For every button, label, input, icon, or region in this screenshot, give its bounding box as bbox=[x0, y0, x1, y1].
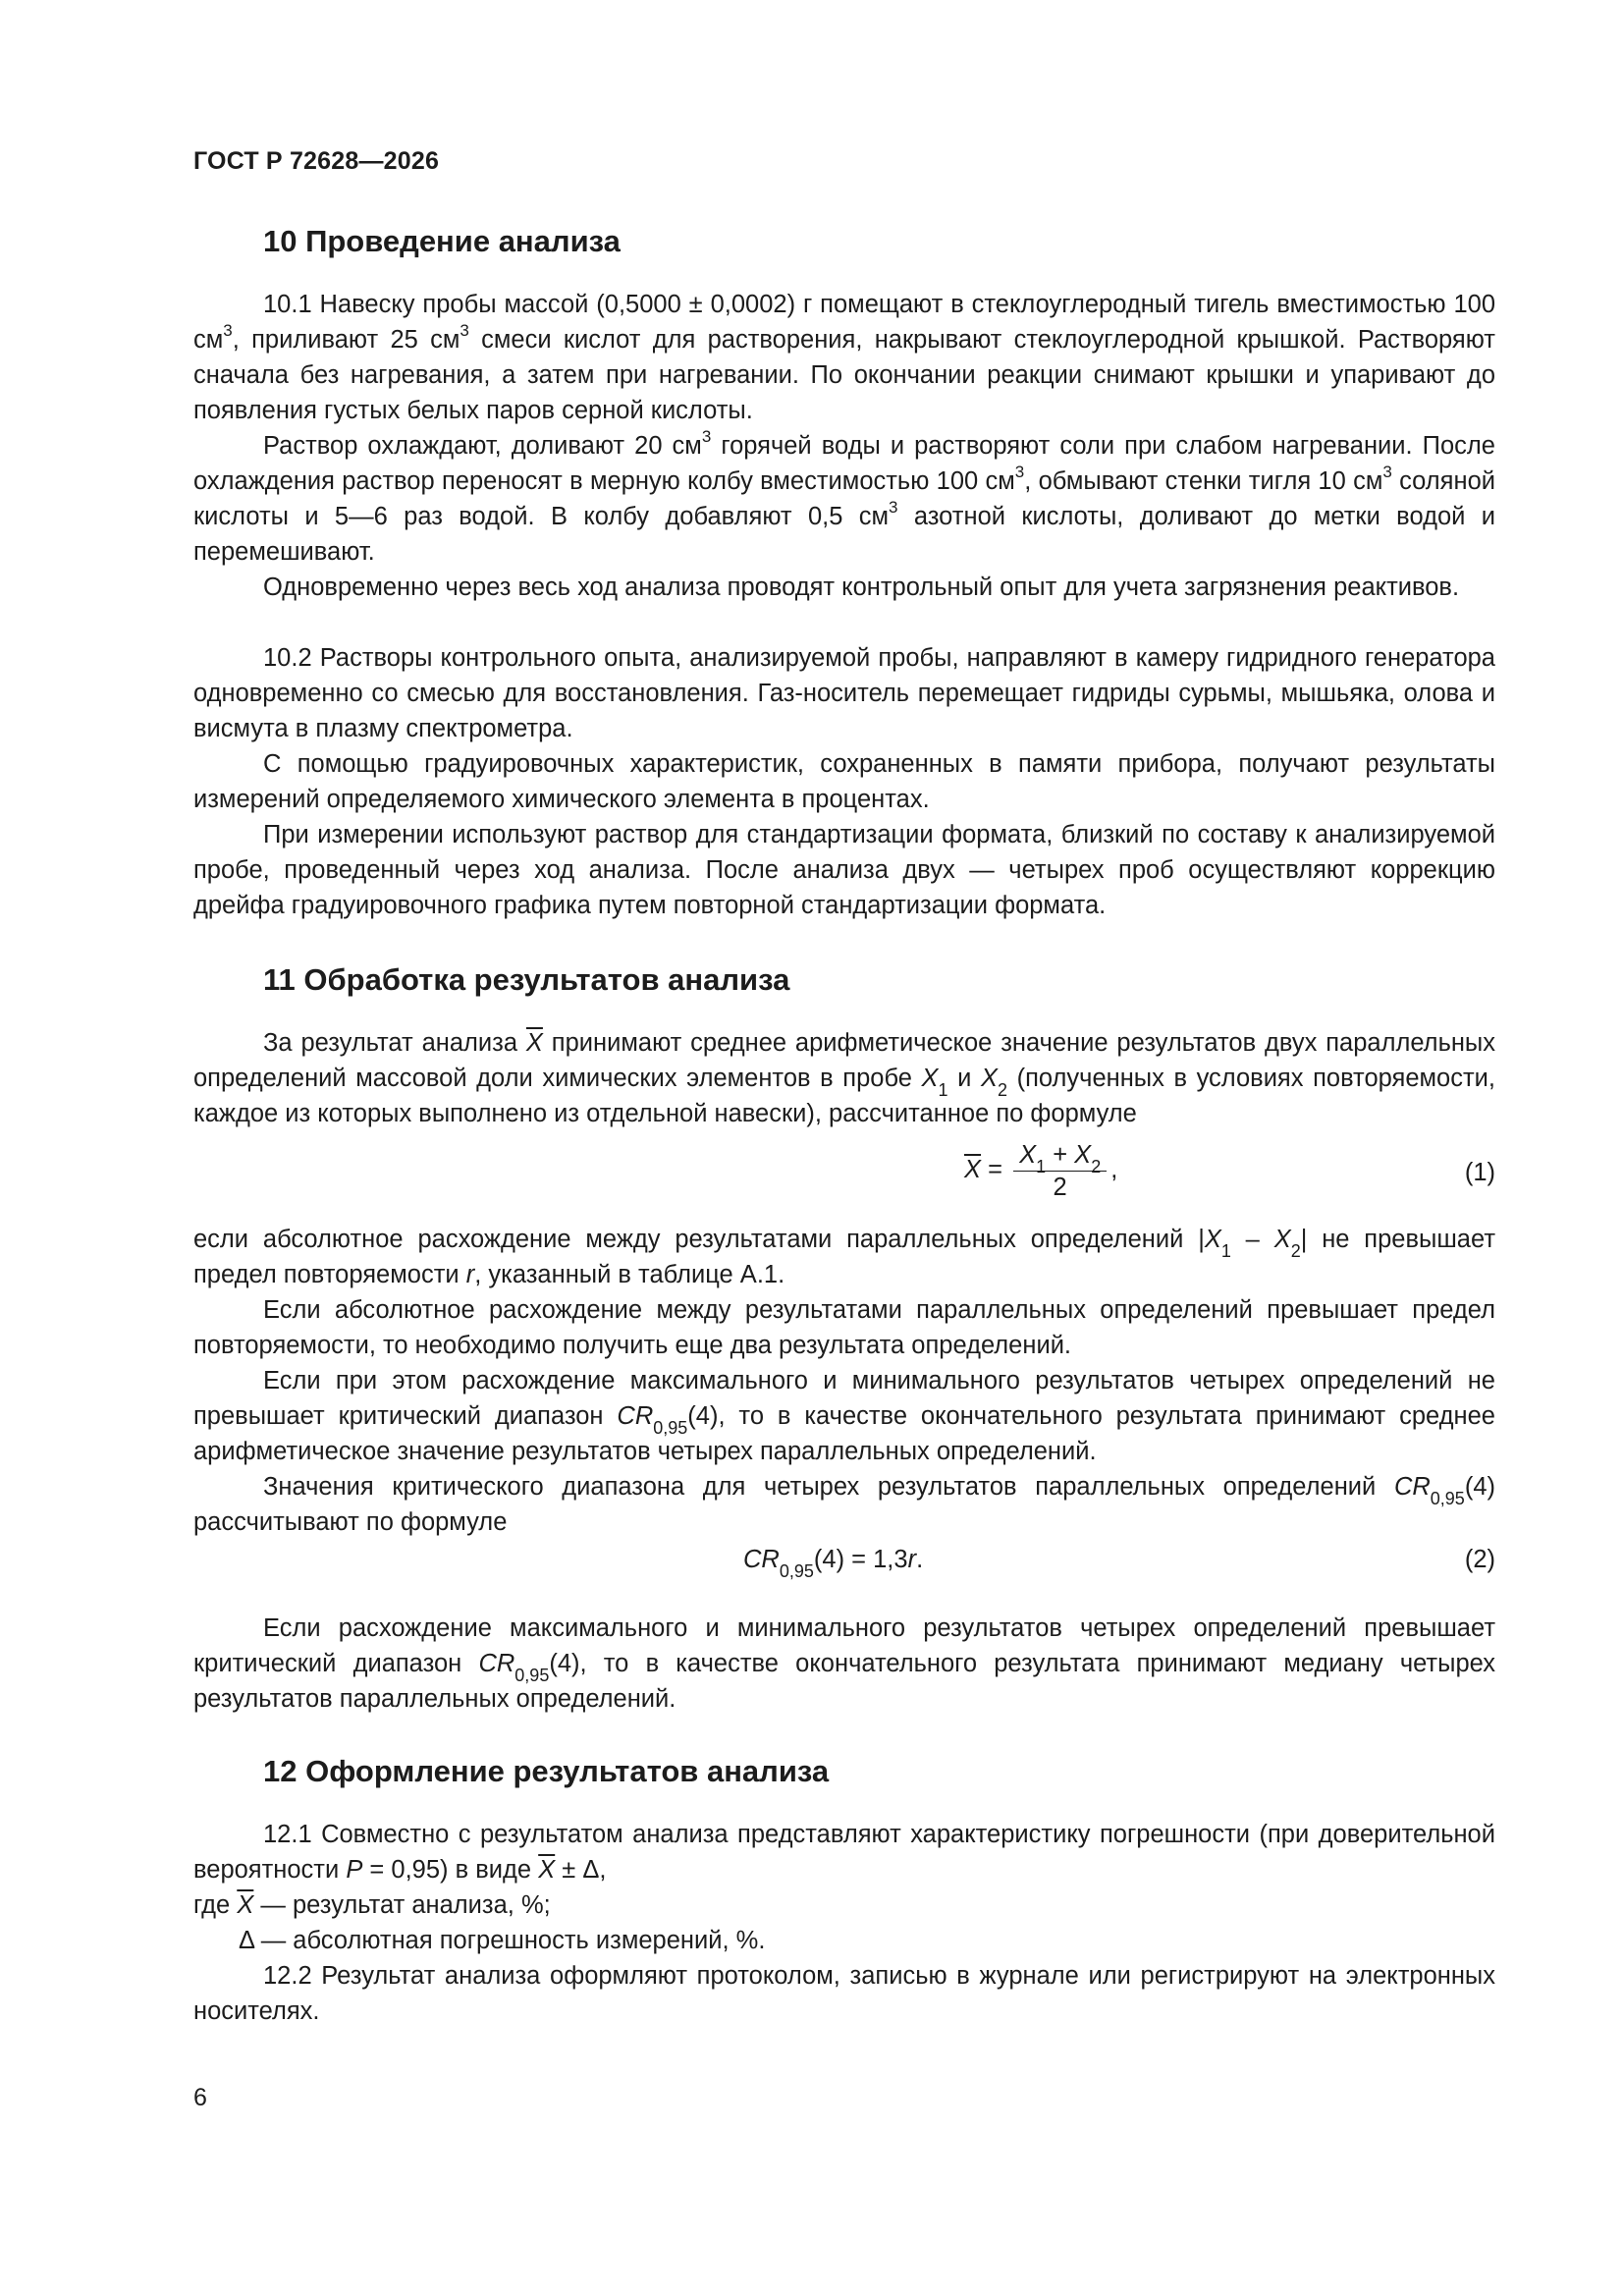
paragraph-11-2: если абсолютное расхождение между результатами параллельных определений $|X_1 - X_2|$ не превышает предел повторяемости r, указанный в таблице А.1. bbox=[193, 1226, 1495, 1288]
paragraph-11-3: Если абсолютное расхождение между результатами параллельных определений превышает предел повторяемости, то необходимо получить еще два результата определений. bbox=[193, 1296, 1495, 1359]
formula-2-expression: $CR_{0,95}(4) = 1,3r$. bbox=[743, 1546, 924, 1582]
paragraph-11-6: Если расхождение максимального и минимального результатов четырех определений превышает критический диапазон $CR_{0,95}(4)$, то в качестве окончательного результата принимают медиану четырех результатов параллельных определений. bbox=[193, 1614, 1495, 1713]
paragraph-10-2-b: С помощью градуировочных характеристик, сохраненных в памяти прибора, получают результаты измерений определяемого химического элемента в процентах. bbox=[193, 750, 1495, 813]
formula-1-number: (1) bbox=[1464, 1159, 1495, 1186]
section-11-heading: 11 Обработка результатов анализа bbox=[263, 962, 790, 997]
section-12-heading: 12 Оформление результатов анализа bbox=[263, 1754, 830, 1788]
legend-line-x: где $\overline{X}$ — результат анализа, %; bbox=[193, 1891, 551, 1919]
paragraph-12-1: 12.1 Совместно с результатом анализа представляют характеристику погрешности (при доверительной вероятности P = 0,95) в виде $\overline{X} \pm \Delta$, bbox=[193, 1821, 1495, 1884]
paragraph-10-1: 10.1 Навеску пробы массой (0,5000 ± 0,0002) г помещают в стеклоуглеродный тигель вместимостью 100 $см^3$, приливают 25 $см^3$ смеси кислот для растворения, накрывают стеклоуглеродной крышкой. Растворяют сначала без нагревания, а затем при нагревании. По окончании реакции снимают крышки и упаривают до появления густых белых паров серной кислоты. bbox=[193, 291, 1495, 424]
paragraph-11-1: За результат анализа $\overline{X}$ принимают среднее арифметическое значение результатов двух параллельных определений массовой доли химических элементов в пробе $X_1$ и $X_2$ (полученных в условиях повторяемости, каждое из которых выполнено из отдельной навески), рассчитанное по формуле bbox=[193, 1029, 1496, 1127]
legend-line-delta: Δ — абсолютная погрешность измерений, %. bbox=[239, 1927, 766, 1954]
paragraph-11-4: Если при этом расхождение максимального и минимального результатов четырех определений не превышает критический диапазон $CR_{0,95}(4)$, то в качестве окончательного результата принимают среднее арифметическое значение результатов четырех параллельных определений. bbox=[193, 1367, 1495, 1465]
paragraph-10-1-b: Раствор охлаждают, доливают 20 $см^3$ горячей воды и растворяют соли при слабом нагревании. После охлаждения раствор переносят в мерную колбу вместимостью 100 $см^3$, обмывают стенки тигля 10 $см^3$ соляной кислоты и 5—6 раз водой. В колбу добавляют 0,5 $см^3$ азотной кислоты, доливают до метки водой и перемешивают. bbox=[193, 426, 1495, 566]
formula-1 bbox=[193, 1139, 1495, 1218]
page-number: 6 bbox=[193, 2084, 207, 2111]
paragraph-10-1-c: Одновременно через весь ход анализа проводят контрольный опыт для учета загрязнения реактивов. bbox=[263, 574, 1460, 601]
paragraph-10-2-c: При измерении используют раствор для стандартизации формата, близкий по составу к анализируемой пробе, проведенный через ход анализа. После анализа двух — четырех проб осуществляют коррекцию дрейфа градуировочного графика путем повторной стандартизации формата. bbox=[193, 821, 1495, 919]
paragraph-11-5: Значения критического диапазона для четырех результатов параллельных определений $CR_{0,95}(4)$ рассчитывают по формуле bbox=[193, 1473, 1495, 1536]
formula-1-fraction: $\frac{X_1 + X_2}{2}$ bbox=[1013, 1139, 1107, 1203]
paragraph-12-2: 12.2 Результат анализа оформляют протоколом, записью в журнале или регистрируют на электронных носителях. bbox=[193, 1962, 1495, 2025]
section-10-heading: 10 Проведение анализа bbox=[263, 224, 621, 258]
formula-1-expression: $\overline{X}$ = $\frac{X_1 + X_2}{2}$ , bbox=[964, 1141, 1118, 1201]
document-header: ГОСТ Р 72628—2026 bbox=[193, 147, 440, 175]
paragraph-10-2: 10.2 Растворы контрольного опыта, анализируемой пробы, направляют в камеру гидридного генератора одновременно со смесью для восстановления. Газ-носитель перемещает гидриды сурьмы, мышьяка, олова и висмута в плазму спектрометра. bbox=[193, 644, 1495, 742]
formula-2-number: (2) bbox=[1464, 1546, 1495, 1573]
